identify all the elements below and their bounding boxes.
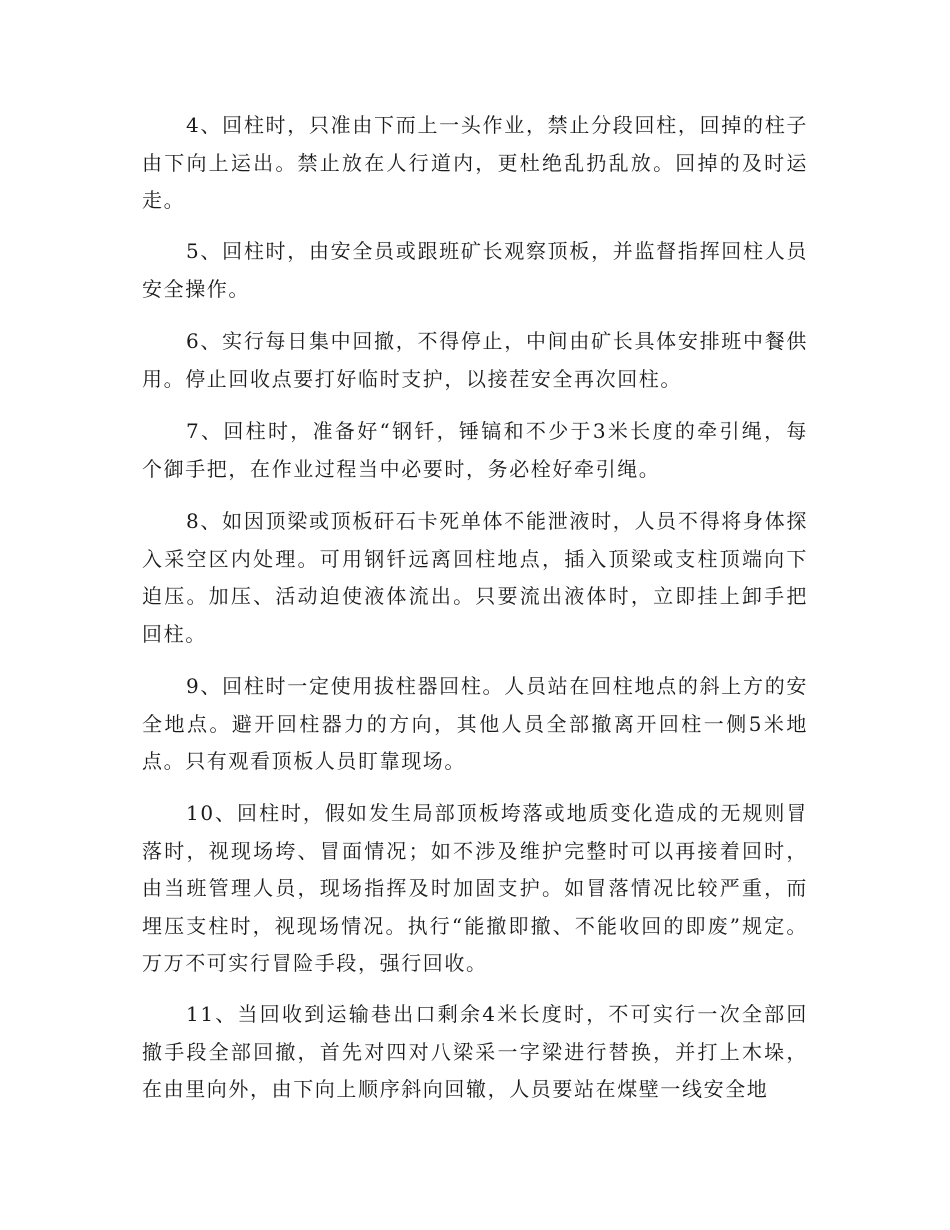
paragraph-item-6: 6、实行每日集中回撤，不得停止，中间由矿长具体安排班中餐供用。停止回收点要打好临时支护，以接茬安全再次回柱。	[142, 329, 808, 391]
paragraph-item-9: 9、回柱时一定使用拔柱器回柱。人员站在回柱地点的斜上方的安全地点。避开回柱器力的方向，其他人员全部撤离开回柱一侧5米地点。只有观看顶板人员盯靠现场。	[142, 674, 808, 773]
paragraph-item-10: 10、回柱时，假如发生局部顶板垮落或地质变化造成的无规则冒落时，视现场垮、冒面情况；如不涉及维护完整时可以再接着回时，由当班管理人员，现场指挥及时加固支护。如冒落情况比较严重，而埋压支柱时，视现场情况。执行“能撤即撤、不能收回的即废”规定。万万不可实行冒险手段，强行回收。	[142, 801, 808, 975]
paragraph-item-11: 11、当回收到运输巷出口剩余4米长度时，不可实行一次全部回撤手段全部回撤，首先对四对八梁采一字梁进行替换，并打上木垛，在由里向外，由下向上顺序斜向回辙，人员要站在煤壁一线安全地	[142, 1002, 808, 1101]
paragraph-item-7: 7、回柱时，准备好“钢钎，锤镐和不少于3米长度的牵引绳，每个御手把，在作业过程当中必要时，务必栓好牵引绳。	[142, 419, 808, 481]
paragraph-item-8: 8、如因顶梁或顶板矸石卡死单体不能泄液时，人员不得将身体探入采空区内处理。可用钢钎远离回柱地点，插入顶梁或支柱顶端向下迫压。加压、活动迫使液体流出。只要流出液体时，立即挂上卸手把回柱。	[142, 509, 808, 646]
paragraph-item-4: 4、回柱时，只准由下而上一头作业，禁止分段回柱，回掉的柱子由下向上运出。禁止放在人行道内，更杜绝乱扔乱放。回掉的及时运走。	[142, 113, 808, 212]
paragraph-item-5: 5、回柱时，由安全员或跟班矿长观察顶板，并监督指挥回柱人员安全操作。	[142, 239, 808, 301]
